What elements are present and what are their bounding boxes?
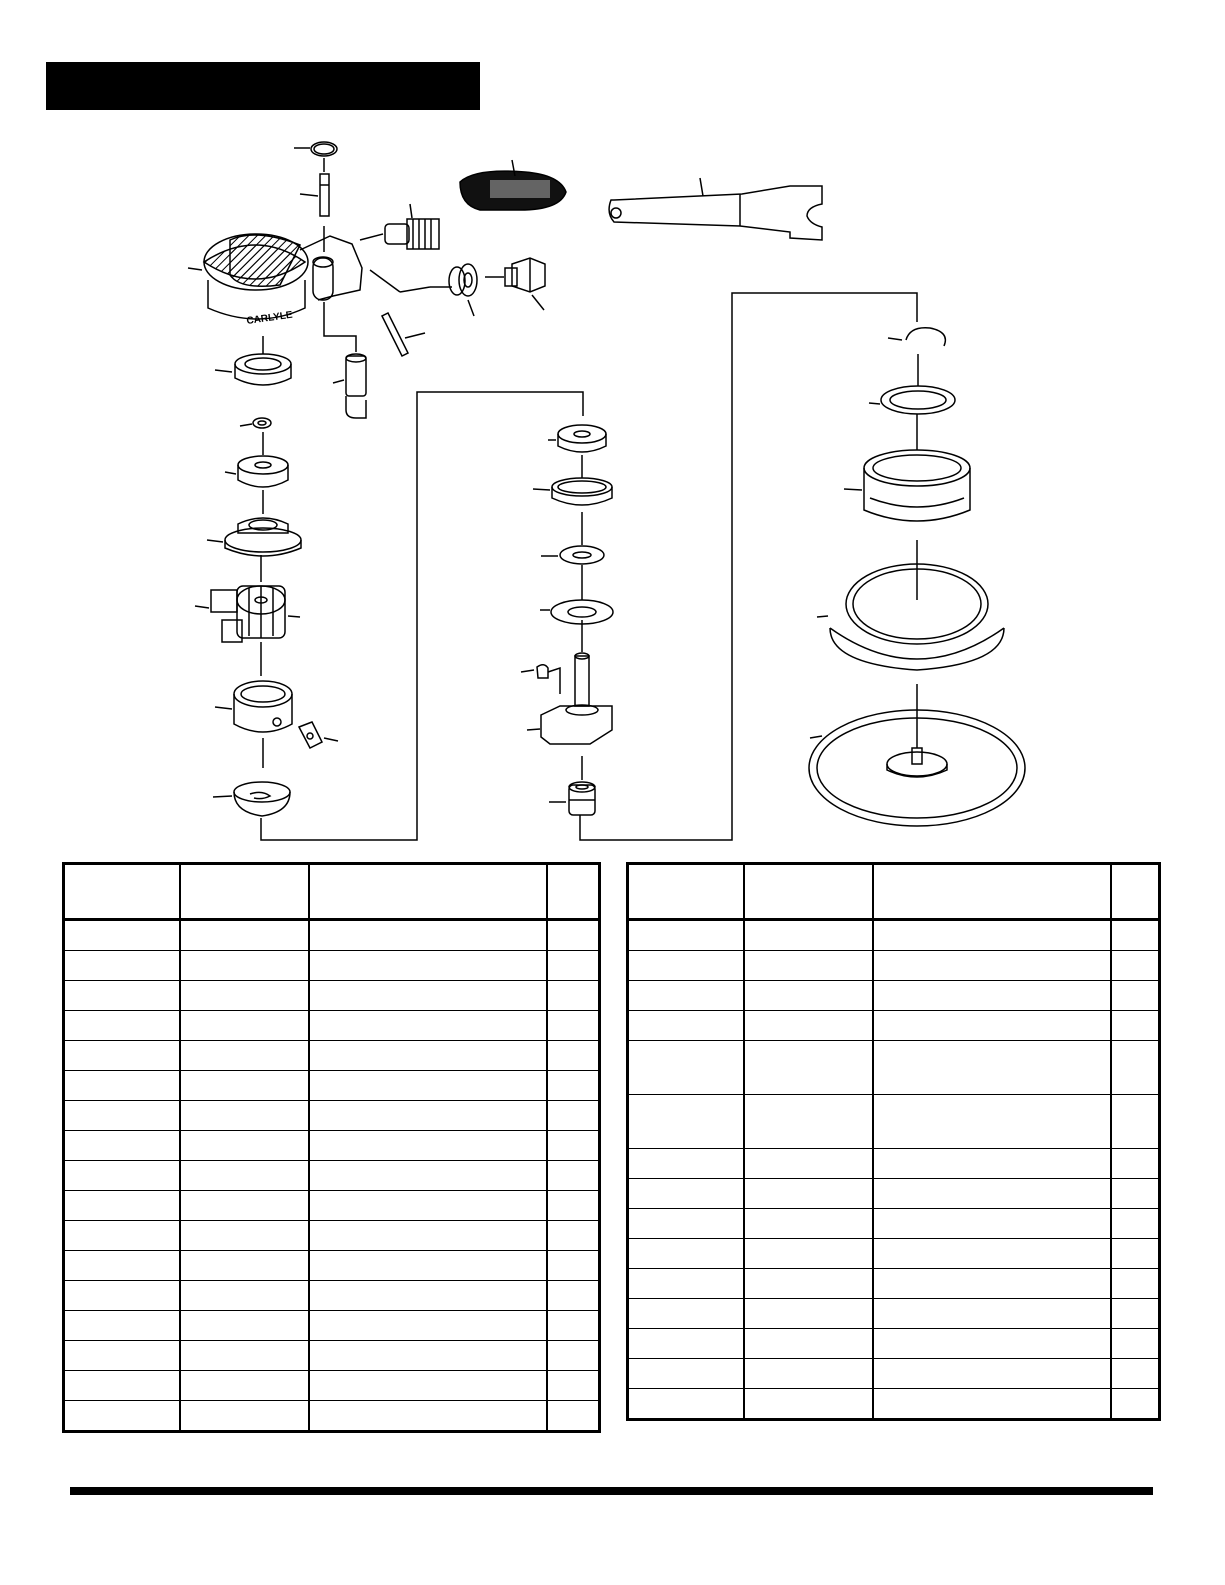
table-row [64, 1191, 600, 1221]
header-ref-no [628, 864, 744, 920]
pad-washer [869, 354, 955, 414]
exhaust-elbow [324, 302, 366, 418]
table-row [628, 951, 1160, 981]
header-qty [547, 864, 600, 920]
table-row [628, 920, 1160, 951]
brand-label: CARLYLE [245, 309, 294, 327]
upper-bearing [225, 432, 288, 487]
valve-stem [300, 158, 329, 216]
parts-list-table-left [62, 862, 601, 1433]
table-row [64, 1131, 600, 1161]
spacer [540, 565, 613, 624]
table-row [628, 1011, 1160, 1041]
table-row [628, 1329, 1160, 1359]
bearing-holder [533, 455, 612, 505]
header-qty [1111, 864, 1160, 920]
front-plate [207, 490, 301, 556]
regulator-cap [485, 258, 545, 310]
table-row [64, 981, 600, 1011]
top-o-ring [294, 142, 337, 156]
table-row [628, 1209, 1160, 1239]
motor-housing [188, 226, 362, 327]
pin [382, 313, 425, 356]
rear-plate [213, 782, 290, 816]
table-header-row [64, 864, 600, 920]
table-row [628, 1041, 1160, 1095]
sanding-pad [809, 684, 1025, 826]
table-row [64, 1071, 600, 1101]
table-row [64, 1041, 600, 1071]
header-part-no [180, 864, 309, 920]
table-row [64, 1011, 600, 1041]
header-description [873, 864, 1111, 920]
bearing-cap [215, 336, 291, 385]
table-row [628, 1095, 1160, 1149]
header-description [309, 864, 547, 920]
lock-nut [549, 756, 595, 815]
table-row [628, 1299, 1160, 1329]
table-row [628, 1359, 1160, 1389]
table-header-row [628, 864, 1160, 920]
table-row [628, 1389, 1160, 1420]
air-inlet [360, 204, 439, 249]
table-row [64, 1311, 600, 1341]
middle-washer [541, 512, 604, 564]
cylinder-pin [299, 722, 338, 748]
dust-skirt [817, 540, 1004, 670]
table-row [64, 1251, 600, 1281]
middle-bearing [548, 425, 606, 452]
throttle-lever [460, 160, 566, 210]
table-row [64, 1101, 600, 1131]
parts-list-table-right [626, 862, 1161, 1421]
footer-rule [70, 1487, 1153, 1495]
spindle [527, 620, 612, 744]
valve [370, 264, 477, 316]
table-row [628, 1149, 1160, 1179]
table-row [64, 1221, 600, 1251]
table-row [628, 981, 1160, 1011]
cylinder [215, 681, 292, 768]
retaining-ring [888, 328, 945, 346]
table-row [64, 951, 600, 981]
header-ref-no [64, 864, 180, 920]
table-row [628, 1239, 1160, 1269]
table-row [64, 920, 600, 951]
table-row [64, 1371, 600, 1401]
small-washer [240, 418, 271, 428]
table-row [64, 1161, 600, 1191]
table-row [64, 1341, 600, 1371]
wrench [609, 178, 822, 240]
table-row [628, 1179, 1160, 1209]
balancer-key [521, 665, 548, 678]
table-row [64, 1281, 600, 1311]
header-part-no [744, 864, 873, 920]
table-row [628, 1269, 1160, 1299]
rotor-blades [195, 555, 300, 676]
housing-ring [844, 414, 970, 521]
table-row [64, 1401, 600, 1432]
